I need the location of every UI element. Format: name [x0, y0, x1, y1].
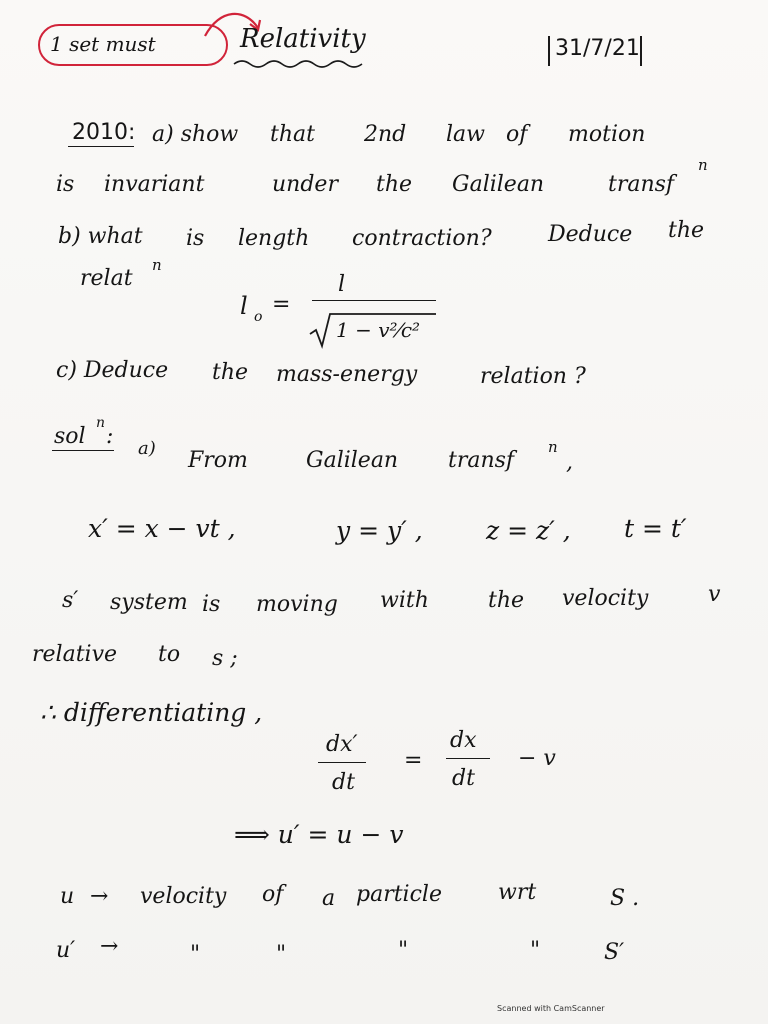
date-bracket-left: [548, 36, 550, 66]
deriv-rhs-bar: [446, 758, 490, 759]
scanner-watermark: Scanned with CamScanner: [497, 1004, 605, 1013]
u-def-word: a: [322, 886, 336, 911]
sol-a-word: ,: [566, 450, 573, 475]
transform-eq: t = t′: [624, 514, 687, 543]
deriv-lhs-den: dt: [332, 770, 355, 795]
date-bracket-right: [640, 36, 642, 66]
q-a-word: law: [446, 122, 485, 147]
u-prime-word: u′: [56, 938, 76, 963]
question-year: 2010:: [72, 120, 136, 145]
q-c-word: c) Deduce: [56, 358, 169, 383]
transform-eq: z = z′ ,: [486, 516, 571, 545]
u-prime-word: S′: [604, 940, 625, 965]
ditto-mark: ": [398, 938, 409, 963]
ditto-mark: ": [276, 942, 287, 967]
topic-underline-squiggle: [234, 58, 364, 70]
sol-a-word: From: [188, 448, 248, 473]
q-b-word: the: [668, 218, 705, 243]
sol-line-word: relative: [32, 642, 118, 667]
implies-line: ⟹ u′ = u − v: [234, 820, 404, 849]
formula-lhs-sub: o: [254, 309, 263, 325]
ditto-mark: ": [190, 942, 201, 967]
q-b-word: length: [238, 226, 310, 251]
q-b-word: is: [186, 226, 205, 251]
ditto-mark: ": [530, 938, 541, 963]
deriv-rhs-num: dx: [450, 728, 477, 753]
q-c-word: relation ?: [480, 364, 586, 389]
superscript: n: [548, 438, 558, 456]
q-c-word: the: [212, 360, 249, 385]
sol-line-word: is: [202, 592, 221, 617]
q-a-word: Galilean: [452, 172, 545, 197]
sol-line-word: to: [158, 642, 181, 667]
sol-a-word: transf: [448, 448, 515, 473]
year-underline: [68, 146, 134, 147]
formula-eq: =: [272, 292, 291, 317]
q-a-word: invariant: [104, 172, 205, 197]
date: 31/7/21: [555, 36, 640, 61]
formula-fraction-bar: [312, 300, 436, 301]
q-a-word: 2nd: [364, 122, 407, 147]
sol-line-word: with: [380, 588, 429, 613]
sol-line-word: s′: [62, 588, 79, 613]
q-a-word: motion: [568, 122, 646, 147]
q-a-word: is: [56, 172, 75, 197]
sol-a-word: a): [138, 438, 156, 459]
u-def-word: of: [262, 882, 284, 907]
sol-line-word: moving: [256, 592, 338, 617]
deriv-lhs-num: dx′: [326, 732, 358, 757]
u-def-word: wrt: [498, 880, 537, 905]
q-c-word: mass-energy: [276, 362, 418, 387]
formula-numerator: l: [338, 272, 346, 297]
q-a-word: the: [376, 172, 413, 197]
arrow-icon: →: [90, 884, 109, 909]
differentiating-line: ∴ differentiating ,: [40, 698, 263, 727]
formula-denominator: 1 − v²⁄c²: [336, 318, 421, 342]
u-def-word: S .: [610, 886, 640, 911]
superscript: n: [698, 156, 708, 174]
q-a-word: that: [270, 122, 315, 147]
sol-line-word: the: [488, 588, 525, 613]
deriv-minus-v: − v: [518, 746, 556, 771]
sol-line-word: s ;: [212, 646, 238, 671]
q-a-word: transf: [608, 172, 675, 197]
sol-underline: [52, 450, 114, 451]
sol-line-word: v: [708, 582, 721, 607]
sol-heading: sol: [54, 424, 86, 449]
sol-line-word: velocity: [562, 586, 649, 611]
u-def-word: velocity: [140, 884, 227, 909]
sol-colon: :: [106, 424, 114, 449]
formula-lhs: l: [240, 292, 248, 320]
tag-text: 1 set must: [50, 32, 156, 56]
sol-line-word: system: [110, 590, 188, 615]
q-a-word: a) show: [152, 122, 239, 147]
superscript: n: [96, 415, 106, 431]
deriv-lhs-bar: [318, 762, 366, 763]
q-a-word: of: [506, 122, 528, 147]
topic-title: Relativity: [240, 24, 366, 54]
transform-eq: y = y′ ,: [336, 516, 423, 545]
q-b-word: Deduce: [548, 222, 633, 247]
sol-a-word: Galilean: [306, 448, 399, 473]
deriv-eq: =: [404, 748, 423, 773]
superscript: n: [152, 256, 162, 274]
q-a-word: under: [272, 172, 338, 197]
u-def-word: u: [60, 884, 75, 909]
u-def-word: particle: [356, 882, 442, 907]
deriv-rhs-den: dt: [452, 766, 475, 791]
arrow-icon: →: [100, 934, 119, 959]
q-b-relat: relat: [80, 266, 133, 291]
q-b-word: contraction?: [352, 226, 492, 251]
q-b-word: b) what: [58, 224, 143, 249]
transform-eq: x′ = x − vt ,: [88, 514, 236, 543]
